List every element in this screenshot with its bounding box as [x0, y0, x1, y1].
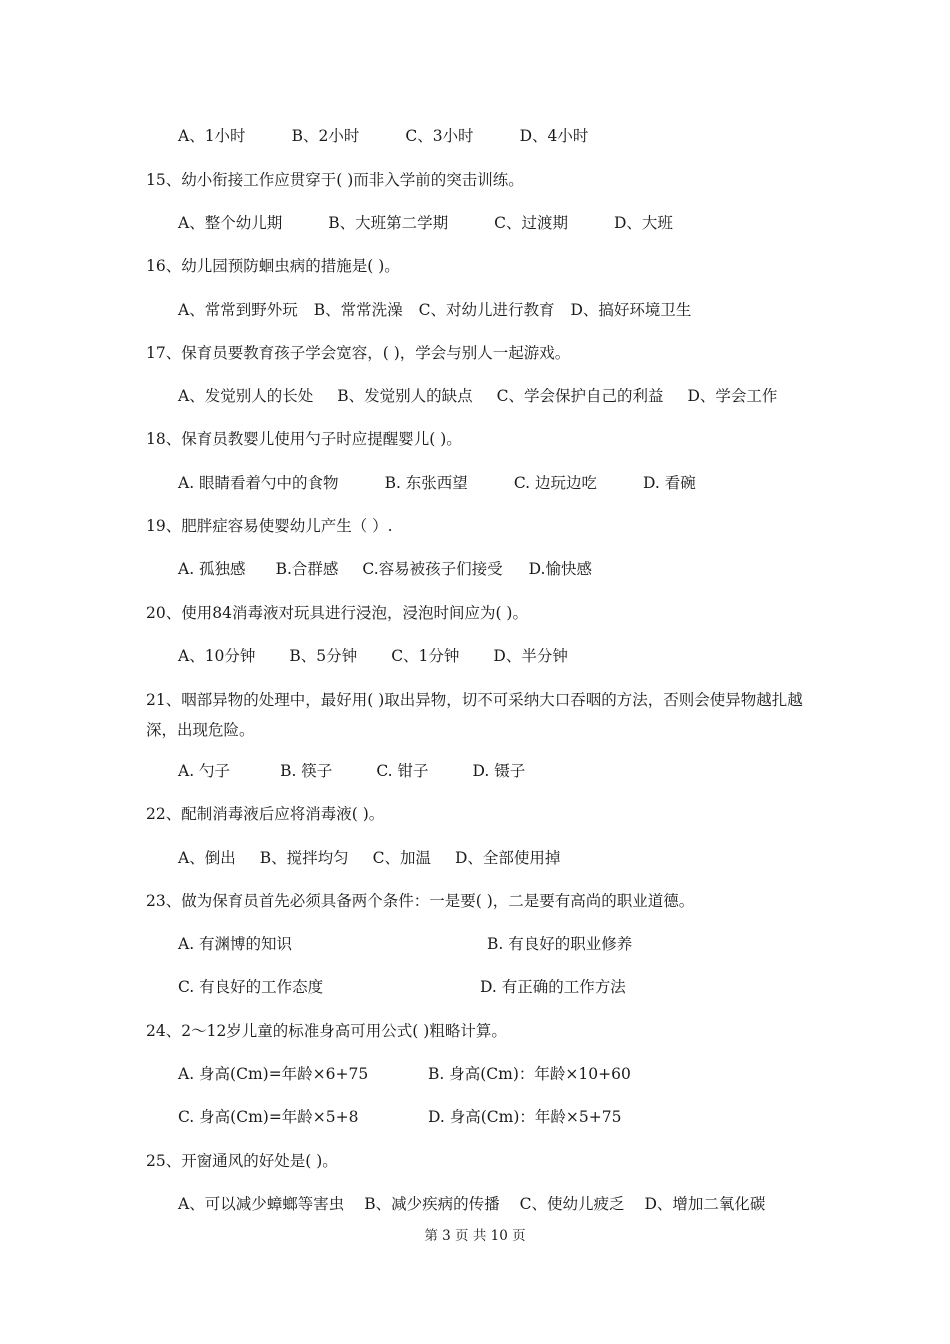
q20-option-d: D、半分钟: [493, 647, 568, 665]
q21-options: [178, 757, 848, 785]
q17-option-a: A、发觉别人的长处: [178, 387, 314, 405]
q25-option-b: B、减少疾病的传播: [364, 1195, 500, 1213]
q24-option-d: D. 身高(Cm)：年龄×5+75: [428, 1108, 622, 1126]
q14-options: [178, 122, 848, 150]
q18-option-a: A. 眼睛看着勺中的食物: [178, 474, 339, 492]
q19-option-c: C.容易被孩子们接受: [362, 560, 503, 578]
q18-option-d: D. 看碗: [642, 474, 696, 492]
q15-options: [178, 209, 848, 237]
q22-option-d: D、全部使用掉: [454, 849, 561, 867]
q19-option-a: A. 孤独感: [178, 560, 246, 578]
q22-option-a: A、倒出: [178, 849, 236, 867]
q15-option-a: A、整个幼儿期: [178, 214, 283, 232]
q20-options: [178, 642, 848, 670]
q20-option-c: C、1分钟: [391, 647, 460, 665]
q15-option-c: C、过渡期: [494, 214, 568, 232]
q21-option-b: B. 筷子: [280, 762, 333, 780]
q25-option-d: D、增加二氧化碳: [644, 1195, 766, 1213]
q14-option-d: D、4小时: [519, 127, 589, 145]
q17-option-d: D、学会工作: [687, 387, 778, 405]
q20-text: 20、使用84消毒液对玩具进行浸泡，浸泡时间应为( )。: [146, 604, 528, 622]
q24-option-b: B. 身高(Cm)：年龄×10+60: [428, 1065, 631, 1083]
q16-option-d: D、搞好环境卫生: [570, 301, 692, 319]
q24-option-c: C. 身高(Cm)=年龄×5+8: [178, 1108, 359, 1126]
q25-option-c: C、使幼儿疲乏: [519, 1195, 625, 1213]
q17-options: [178, 382, 848, 410]
q18-option-c: C. 边玩边吃: [513, 474, 597, 492]
q24-option-a: A. 身高(Cm)=年龄×6+75: [178, 1065, 369, 1083]
q17-option-c: C、学会保护自己的利益: [496, 387, 664, 405]
q16-option-c: C、对幼儿进行教育: [418, 301, 555, 319]
q23-option-c: C. 有良好的工作态度: [178, 978, 324, 996]
q22-option-c: C、加温: [372, 849, 431, 867]
q25-options: [178, 1190, 848, 1218]
q23-option-b: B. 有良好的职业修养: [487, 935, 633, 953]
q14-option-a: A、1小时: [178, 127, 246, 145]
q24-text: 24、2～12岁儿童的标准身高可用公式( )粗略计算。: [146, 1022, 507, 1040]
q21-option-c: C. 钳子: [376, 762, 429, 780]
q21-option-a: A. 勺子: [178, 762, 231, 780]
q25-option-a: A、可以减少蟑螂等害虫: [178, 1195, 345, 1213]
q18-options: [178, 469, 848, 497]
q16-options: [178, 296, 848, 324]
q19-text: 19、肥胖症容易使婴幼儿产生（ ）.: [146, 517, 393, 535]
q23-option-a: A. 有渊博的知识: [178, 935, 293, 953]
q16-option-b: B、常常洗澡: [313, 301, 403, 319]
q19-option-b: B.合群感: [275, 560, 339, 578]
q18-text: 18、保育员教婴儿使用勺子时应提醒婴儿( )。: [146, 430, 462, 448]
q22-text: 22、配制消毒液后应将消毒液( )。: [146, 805, 385, 823]
q15-option-d: D、大班: [613, 214, 673, 232]
q22-options: [178, 844, 848, 872]
q25-text: 25、开窗通风的好处是( )。: [146, 1152, 338, 1170]
q16-text: 16、幼儿园预防蛔虫病的措施是( )。: [146, 257, 400, 275]
q17-text: 17、保育员要教育孩子学会宽容，( )，学会与别人一起游戏。: [146, 344, 571, 362]
q17-option-b: B、发觉别人的缺点: [337, 387, 473, 405]
q15-option-b: B、大班第二学期: [328, 214, 449, 232]
q16-option-a: A、常常到野外玩: [178, 301, 298, 319]
q20-option-b: B、5分钟: [289, 647, 358, 665]
q14-option-b: B、2小时: [291, 127, 360, 145]
q14-option-c: C、3小时: [405, 127, 474, 145]
q15-text: 15、幼小衔接工作应贯穿于( )而非入学前的突击训练。: [146, 171, 524, 189]
q19-option-d: D.愉快感: [528, 560, 592, 578]
page-number-footer: 第 3 页 共 10 页: [424, 1228, 526, 1244]
q19-options: [178, 555, 848, 583]
q20-option-a: A、10分钟: [178, 647, 256, 665]
q23-option-d: D. 有正确的工作方法: [480, 978, 626, 996]
q18-option-b: B. 东张西望: [384, 474, 468, 492]
q23-text: 23、做为保育员首先必须具备两个条件：一是要( )，二是要有高尚的职业道德。: [146, 892, 695, 910]
q22-option-b: B、搅拌均匀: [259, 849, 349, 867]
q21-option-d: D. 镊子: [472, 762, 526, 780]
q21-text: 21、咽部异物的处理中，最好用( )取出异物，切不可采纳大口吞咽的方法，否则会使异物越扎越深，出现危险。: [146, 691, 803, 739]
